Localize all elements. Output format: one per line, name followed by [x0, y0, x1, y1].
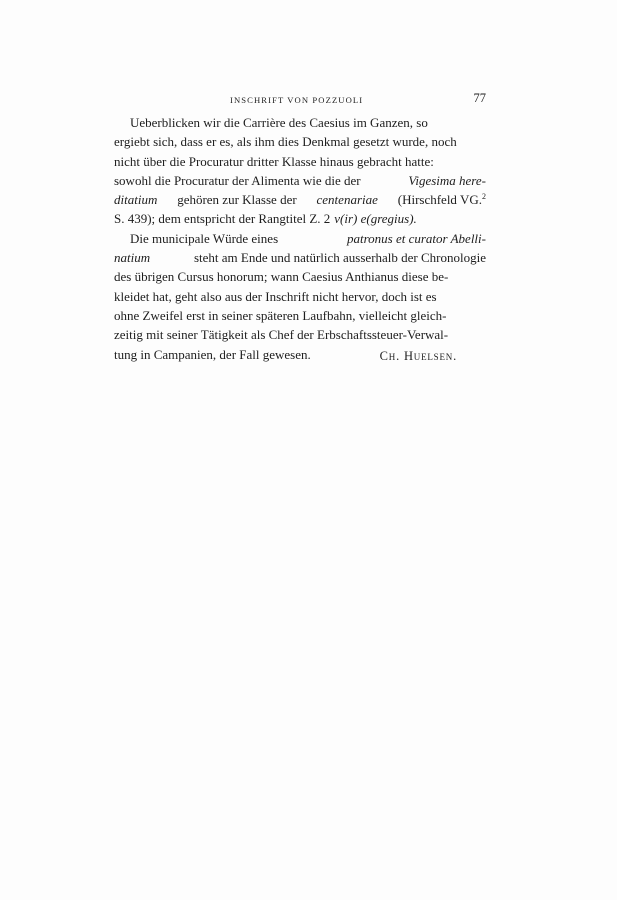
text-run: gehören zur Klasse der — [177, 192, 297, 208]
text-run: (Hirschfeld VG.2 — [398, 190, 486, 209]
text-run: ergiebt sich, dass er es, als ihm dies Denkmal gesetzt wurde, noch — [114, 134, 457, 150]
text-run: des übrigen Cursus honorum; wann Caesius Anthianus diese be- — [114, 269, 449, 285]
text-run: sowohl die Procuratur der Alimenta wie die der — [114, 172, 361, 188]
text-line — [114, 248, 486, 267]
citation: (Hirschfeld VG. — [397, 192, 482, 208]
italic-run: centenariae — [316, 192, 378, 208]
text-line — [114, 267, 486, 286]
page-number: 77 — [473, 91, 486, 105]
text-run: Ueberblicken wir die Carrière des Caesius im Ganzen, so — [130, 115, 428, 130]
text-line — [114, 325, 486, 344]
italic-run: Vigesima here- — [408, 172, 486, 188]
running-head — [114, 91, 486, 111]
italic-run: v(ir) e(gregius). — [334, 211, 417, 227]
text-line — [114, 287, 486, 306]
italic-run: natium — [114, 250, 151, 266]
text-line — [114, 229, 486, 248]
italic-run: ditatium — [114, 192, 158, 208]
body-text — [114, 113, 486, 364]
text-run: steht am Ende und natürlich ausserhalb der Chronologie — [193, 250, 486, 266]
text-run: kleidet hat, geht also aus der Inschrift nicht hervor, doch ist es — [114, 288, 437, 304]
text-run: ohne Zweifel erst in seiner späteren Laufbahn, vielleicht gleich- — [114, 307, 447, 323]
text-run: Die municipale Würde eines — [130, 230, 279, 246]
text-line — [114, 171, 486, 190]
text-run: zeitig mit seiner Tätigkeit als Chef der Erbschaftssteuer-Verwal- — [114, 327, 449, 343]
text-line — [114, 190, 486, 209]
text-line — [114, 306, 486, 325]
text-run: S. 439); dem entspricht der Rangtitel Z. 2 — [114, 211, 331, 227]
text-run: tung in Campanien, der Fall gewesen. — [114, 346, 311, 362]
text-run: nicht über die Procuratur dritter Klasse hinaus gebracht hatte: — [114, 153, 434, 169]
author-signature: Ch. Huelsen. — [379, 349, 457, 363]
text-line — [114, 132, 486, 151]
text-line — [114, 152, 486, 171]
running-title: INSCHRIFT VON POZZUOLI — [230, 95, 364, 105]
italic-run: patronus et curator Abelli- — [346, 230, 486, 246]
text-line — [114, 209, 486, 228]
text-line — [114, 113, 486, 132]
